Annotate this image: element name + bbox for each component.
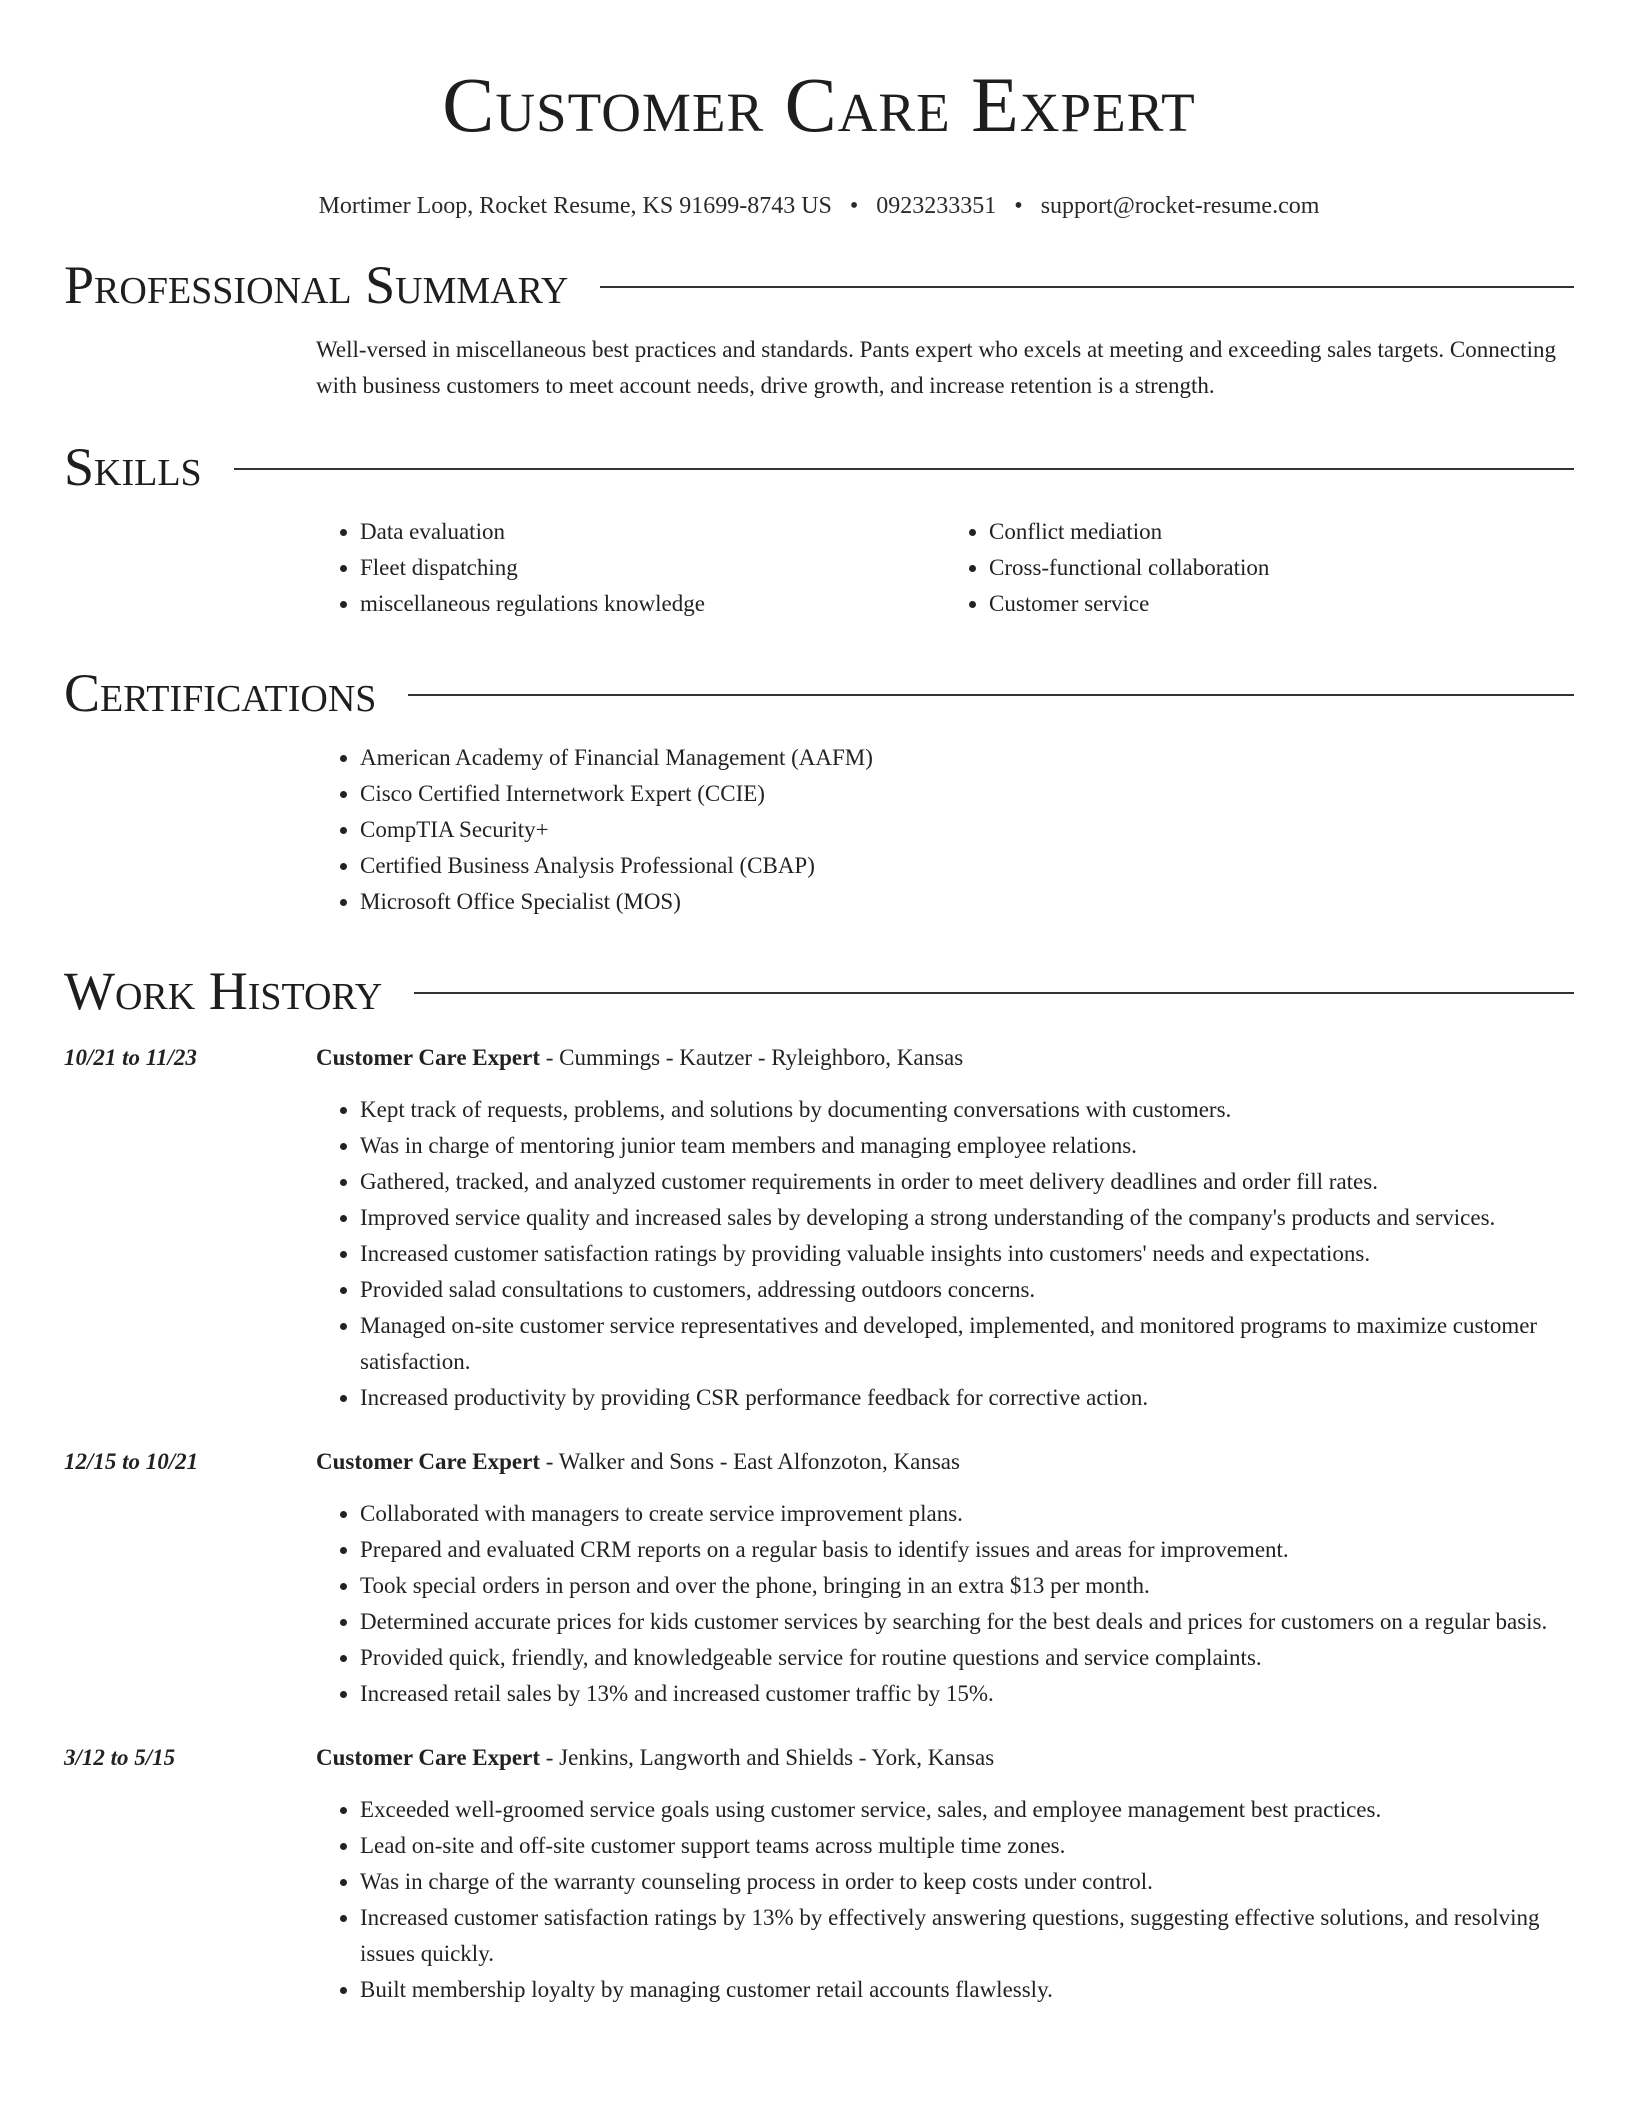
certifications-heading: Certifications bbox=[64, 663, 377, 723]
job-bullet: • Gathered, tracked, and analyzed customer requirements in order to meet delivery deadlines and order fill rates. bbox=[360, 1164, 1574, 1200]
job-bullet: • Exceeded well-groomed service goals using customer service, sales, and employee management best practices. bbox=[360, 1792, 1574, 1828]
job-bullet: • Prepared and evaluated CRM reports on a regular basis to identify issues and areas for improvement. bbox=[360, 1532, 1574, 1568]
section-divider bbox=[234, 468, 1574, 470]
certifications-section-header bbox=[64, 658, 1574, 728]
contact-separator: • bbox=[849, 193, 859, 219]
skill-item: • Cross-functional collaboration bbox=[989, 550, 1574, 586]
job-body bbox=[316, 1444, 1574, 1712]
job-body bbox=[316, 1740, 1574, 2008]
job-employer: - Jenkins, Langworth and Shields - York, Kansas bbox=[540, 1745, 995, 1770]
skills-list-left bbox=[316, 514, 945, 622]
skills-heading: Skills bbox=[64, 437, 202, 497]
job-title: Customer Care Expert bbox=[316, 1745, 540, 1770]
job-entry bbox=[64, 1740, 1574, 2008]
contact-address: Mortimer Loop, Rocket Resume, KS 91699-8743 US bbox=[318, 193, 832, 219]
certifications-list bbox=[316, 740, 1574, 920]
job-entry bbox=[64, 1040, 1574, 1416]
job-bullet: • Determined accurate prices for kids customer services by searching for the best deals and prices for customers on a regular basis. bbox=[360, 1604, 1574, 1640]
job-bullet: • Improved service quality and increased sales by developing a strong understanding of the company's products and services. bbox=[360, 1200, 1574, 1236]
job-bullet: • Increased customer satisfaction ratings by 13% by effectively answering questions, suggesting effective solutions, and resolving issues quickly. bbox=[360, 1900, 1574, 1972]
certification-item: • CompTIA Security+ bbox=[360, 812, 1574, 848]
resume-page bbox=[64, 0, 1574, 2008]
job-bullet: • Kept track of requests, problems, and solutions by documenting conversations with customers. bbox=[360, 1092, 1574, 1128]
summary-section-header bbox=[64, 250, 1574, 320]
skills-body bbox=[316, 514, 1574, 622]
skills-section-header bbox=[64, 432, 1574, 502]
job-bullets bbox=[316, 1496, 1574, 1712]
job-dates: 10/21 to 11/23 bbox=[64, 1045, 197, 1070]
job-title-line bbox=[316, 1740, 1574, 1776]
job-bullet: • Built membership loyalty by managing customer retail accounts flawlessly. bbox=[360, 1972, 1574, 2008]
skill-item: • Data evaluation bbox=[360, 514, 945, 550]
job-dates: 12/15 to 10/21 bbox=[64, 1449, 199, 1474]
job-bullet: • Increased productivity by providing CSR performance feedback for corrective action. bbox=[360, 1380, 1574, 1416]
skill-item: • miscellaneous regulations knowledge bbox=[360, 586, 945, 622]
certification-item: • American Academy of Financial Management (AAFM) bbox=[360, 740, 1574, 776]
summary-body bbox=[316, 332, 1574, 404]
job-bullets bbox=[316, 1092, 1574, 1416]
job-bullet: • Collaborated with managers to create service improvement plans. bbox=[360, 1496, 1574, 1532]
job-title-line bbox=[316, 1040, 1574, 1076]
certification-item: • Microsoft Office Specialist (MOS) bbox=[360, 884, 1574, 920]
job-body bbox=[316, 1040, 1574, 1416]
contact-email: support@rocket-resume.com bbox=[1040, 193, 1320, 219]
job-bullet: • Increased retail sales by 13% and increased customer traffic by 15%. bbox=[360, 1676, 1574, 1712]
section-divider bbox=[414, 992, 1574, 994]
section-divider bbox=[600, 286, 1574, 288]
contact-line bbox=[64, 190, 1574, 222]
contact-separator: • bbox=[1014, 193, 1023, 219]
contact-phone: 0923233351 bbox=[876, 193, 997, 219]
job-dates: 3/12 to 5/15 bbox=[64, 1745, 176, 1770]
job-employer: - Cummings - Kautzer - Ryleighboro, Kansas bbox=[540, 1045, 964, 1070]
job-title: Customer Care Expert bbox=[316, 1449, 540, 1474]
skill-item: • Conflict mediation bbox=[989, 514, 1574, 550]
job-title: Customer Care Expert bbox=[316, 1045, 540, 1070]
job-bullet: • Lead on-site and off-site customer support teams across multiple time zones. bbox=[360, 1828, 1574, 1864]
summary-heading: Professional Summary bbox=[64, 255, 569, 315]
summary-text: Well-versed in miscellaneous best practices and standards. Pants expert who excels at meeting and exceeding sales targets. Connecting with business customers to meet account needs, drive growth, and increase retention is a strength. bbox=[316, 337, 1556, 398]
job-bullet: • Increased customer satisfaction ratings by providing valuable insights into customers' needs and expectations. bbox=[360, 1236, 1574, 1272]
job-title-line bbox=[316, 1444, 1574, 1480]
certification-item: • Certified Business Analysis Professional (CBAP) bbox=[360, 848, 1574, 884]
job-bullet: • Took special orders in person and over the phone, bringing in an extra $13 per month. bbox=[360, 1568, 1574, 1604]
work-section-header bbox=[64, 956, 1574, 1026]
job-employer: - Walker and Sons - East Alfonzoton, Kansas bbox=[540, 1449, 960, 1474]
job-bullet: • Was in charge of the warranty counseling process in order to keep costs under control. bbox=[360, 1864, 1574, 1900]
certification-item: • Cisco Certified Internetwork Expert (CCIE) bbox=[360, 776, 1574, 812]
job-bullet: • Was in charge of mentoring junior team members and managing employee relations. bbox=[360, 1128, 1574, 1164]
skills-grid bbox=[316, 514, 1574, 622]
job-bullet: • Provided salad consultations to customers, addressing outdoors concerns. bbox=[360, 1272, 1574, 1308]
job-bullets bbox=[316, 1792, 1574, 2008]
job-bullet: • Provided quick, friendly, and knowledgeable service for routine questions and service complaints. bbox=[360, 1640, 1574, 1676]
job-entry bbox=[64, 1444, 1574, 1712]
skill-item: • Customer service bbox=[989, 586, 1574, 622]
resume-name: Customer Care Expert bbox=[442, 61, 1196, 148]
work-heading: Work History bbox=[64, 961, 383, 1021]
job-bullet: • Managed on-site customer service representatives and developed, implemented, and monitored programs to maximize customer satisfaction. bbox=[360, 1308, 1574, 1380]
certifications-body bbox=[316, 740, 1574, 920]
skills-list-right bbox=[945, 514, 1574, 622]
section-divider bbox=[408, 694, 1574, 696]
skill-item: • Fleet dispatching bbox=[360, 550, 945, 586]
